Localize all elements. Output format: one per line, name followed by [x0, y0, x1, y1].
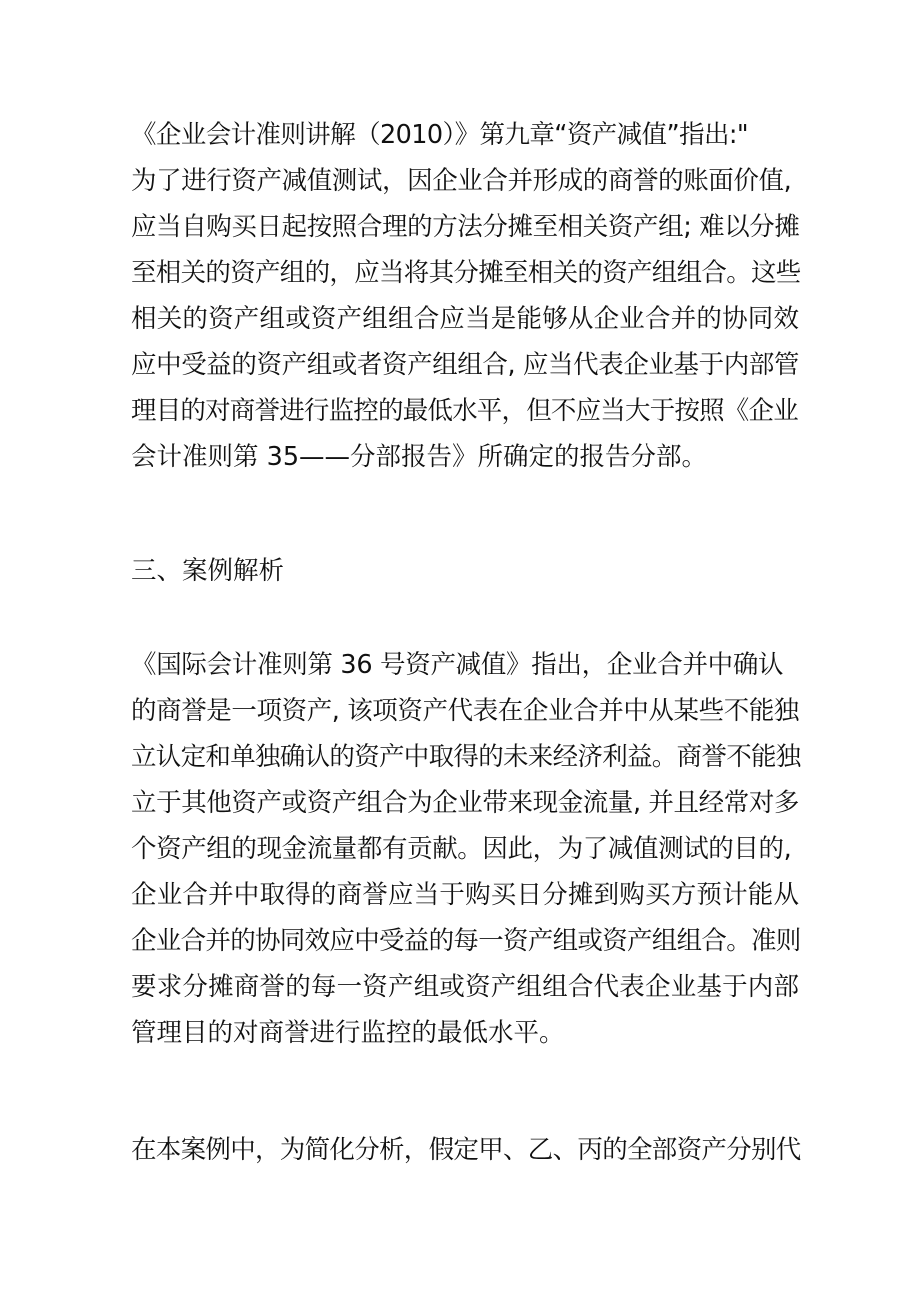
text-line: 《企业会计准则讲解（2010）》第九章“资产减值”指出:" [131, 120, 748, 150]
text-line: 《国际会计准则第 36 号资产减值》指出，企业合并中确认 [131, 650, 784, 680]
text-line: 相关的资产组或资产组组合应当是能够从企业合并的协同效 [131, 304, 800, 334]
text-line: 应中受益的资产组或者资产组组合, 应当代表企业基于内部管 [131, 350, 800, 380]
text-line: 理目的对商誉进行监控的最低水平，但不应当大于按照《企业 [131, 396, 798, 426]
text-line: 会计准则第 35——分部报告》所确定的报告分部。 [131, 442, 708, 472]
heading-text: 三、案例解析 [131, 556, 285, 586]
text-line: 为了进行资产减值测试，因企业合并形成的商誉的账面价值, [131, 166, 792, 196]
paragraph-case [131, 1127, 801, 1173]
text-line: 应当自购买日起按照合理的方法分摊至相关资产组; 难以分摊 [131, 212, 800, 242]
text-line: 立于其他资产或资产组合为企业带来现金流量, 并且经常对多 [131, 788, 800, 818]
text-line: 的商誉是一项资产, 该项资产代表在企业合并中从某些不能独 [131, 696, 800, 726]
text-line: 管理目的对商誉进行监控的最低水平。 [131, 1018, 565, 1048]
text-line: 在本案例中，为简化分析，假定甲、乙、丙的全部资产分别代 [131, 1135, 801, 1165]
paragraph-standard-explanation [131, 112, 801, 480]
text-line: 至相关的资产组的，应当将其分摊至相关的资产组组合。这些 [131, 258, 801, 288]
text-line: 要求分摊商誉的每一资产组或资产组组合代表企业基于内部 [131, 972, 800, 1002]
text-line: 企业合并中取得的商誉应当于购买日分摊到购买方预计能从 [131, 880, 800, 910]
text-line: 立认定和单独确认的资产中取得的未来经济利益。商誉不能独 [131, 742, 801, 772]
text-line: 企业合并的协同效应中受益的每一资产组或资产组组合。准则 [131, 926, 801, 956]
paragraph-ias36 [131, 642, 801, 1056]
section-heading [131, 548, 801, 594]
text-line: 个资产组的现金流量都有贡献。因此，为了减值测试的目的, [131, 834, 792, 864]
